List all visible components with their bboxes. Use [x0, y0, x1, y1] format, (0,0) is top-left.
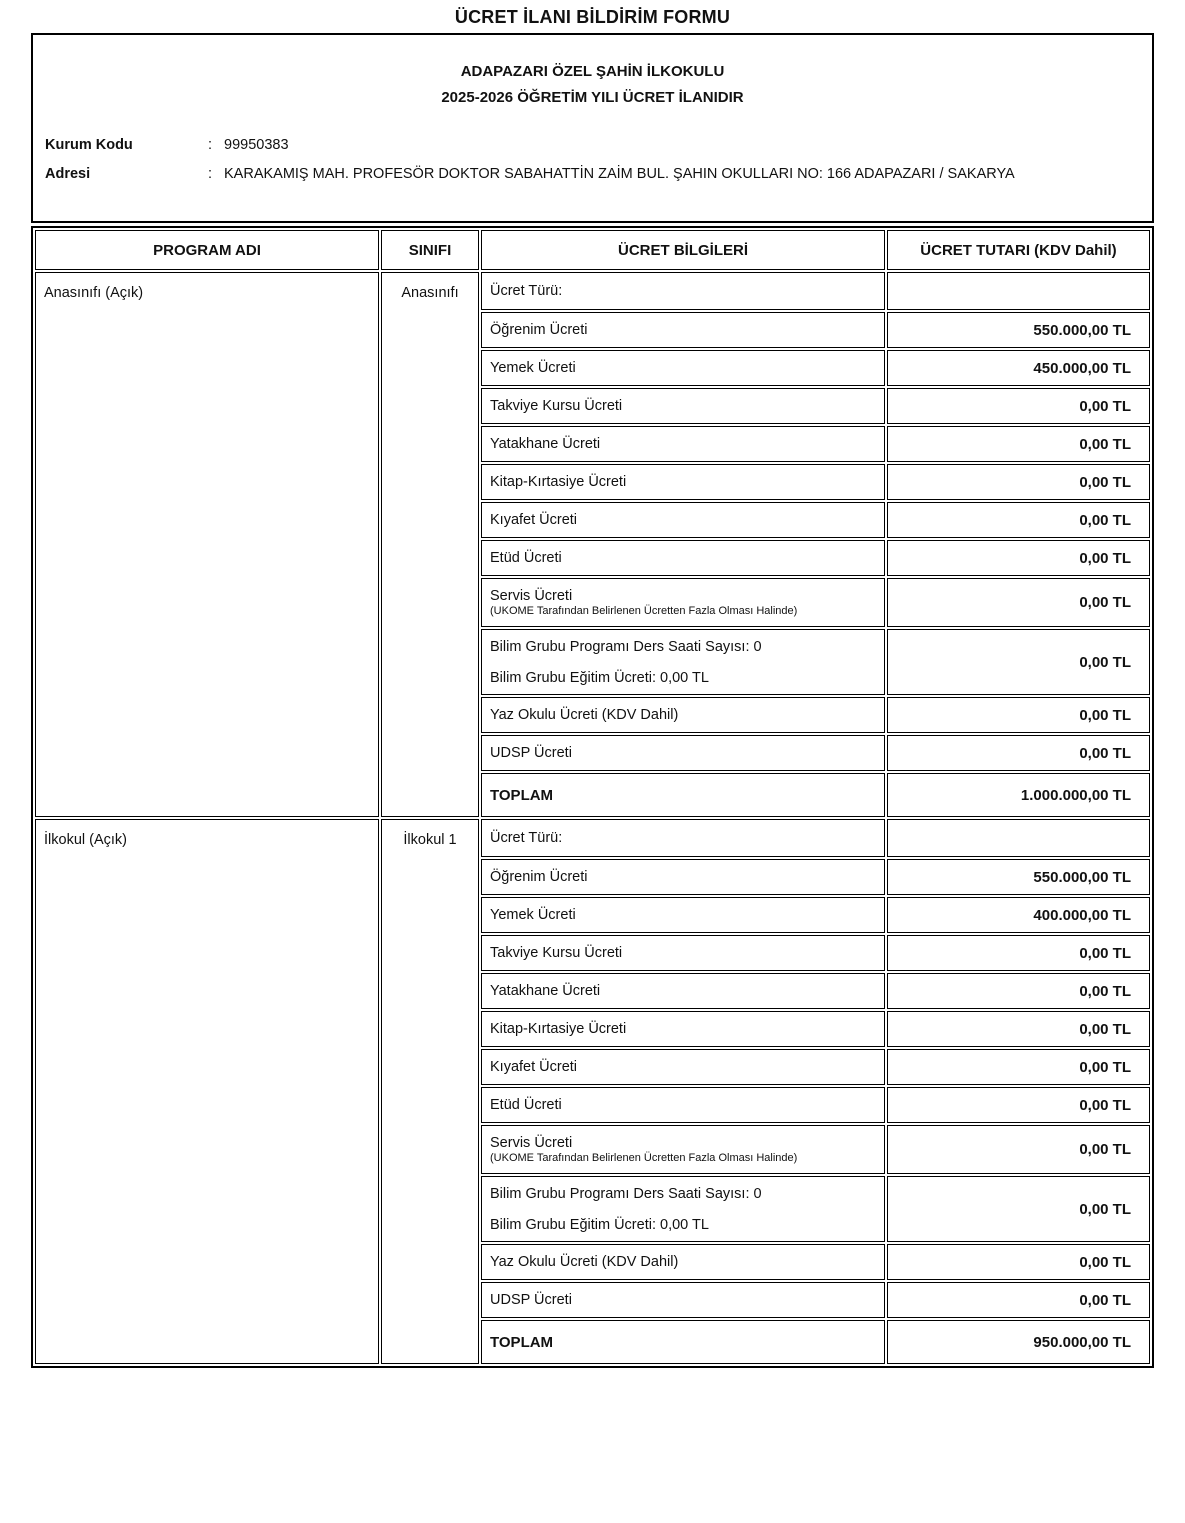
fee-label-cell: [481, 426, 885, 462]
fee-label-cell: [481, 272, 885, 310]
school-info-box: [31, 33, 1154, 223]
fee-amount-cell: 0,00 TL: [887, 935, 1150, 971]
fee-label-text: Kitap-Kırtasiye Ücreti: [490, 474, 627, 490]
fee-label-cell: [481, 819, 885, 857]
fee-label-text: Kitap-Kırtasiye Ücreti: [490, 1021, 627, 1037]
announcement-title: 2025-2026 ÖĞRETİM YILI ÜCRET İLANIDIR: [441, 89, 744, 106]
kurum-kodu-separator: :: [208, 137, 213, 153]
fee-label-cell: [481, 1049, 885, 1085]
fee-announcement-form: [0, 7, 1185, 1368]
fee-label-cell: [481, 1320, 885, 1364]
fee-amount-cell: 0,00 TL: [887, 1011, 1150, 1047]
fee-label-cell: [481, 773, 885, 817]
fee-label-line2: Bilim Grubu Eğitim Ücreti: 0,00 TL: [490, 1216, 709, 1233]
fee-label-cell: [481, 312, 885, 348]
fee-label-text: Yaz Okulu Ücreti (KDV Dahil): [490, 1254, 679, 1270]
fee-amount-cell: [887, 819, 1150, 857]
col-header-program-adi: PROGRAM ADI: [35, 230, 379, 270]
fee-label-cell: [481, 540, 885, 576]
fee-amount-cell: 550.000,00 TL: [887, 312, 1150, 348]
fee-label-cell: [481, 1282, 885, 1318]
class-name-cell: İlkokul 1: [381, 819, 479, 1364]
fee-amount-cell: 0,00 TL: [887, 578, 1150, 627]
fee-label-text: Öğrenim Ücreti: [490, 322, 588, 338]
fee-amount-cell: 0,00 TL: [887, 735, 1150, 771]
form-title: ÜCRET İLANI BİLDİRİM FORMU: [454, 7, 731, 27]
fee-label-text: UDSP Ücreti: [490, 745, 572, 761]
fee-label-cell: [481, 464, 885, 500]
fee-label-cell: [481, 859, 885, 895]
fee-label-text: Kıyafet Ücreti: [490, 512, 578, 528]
fee-label-text: Yemek Ücreti: [490, 907, 576, 923]
fee-label-text: Yemek Ücreti: [490, 360, 576, 376]
fee-label-cell: [481, 350, 885, 386]
table-header-row: [35, 230, 1150, 270]
fee-label-line1: Bilim Grubu Programı Ders Saati Sayısı: 0: [490, 1185, 762, 1202]
adresi-label: Adresi: [45, 166, 91, 182]
fee-amount-cell: 0,00 TL: [887, 426, 1150, 462]
fee-label-line1: Bilim Grubu Programı Ders Saati Sayısı: 0: [490, 638, 762, 655]
fee-amount-cell: 550.000,00 TL: [887, 859, 1150, 895]
fee-label-text: Yatakhane Ücreti: [490, 436, 601, 452]
fee-amount-cell: 0,00 TL: [887, 502, 1150, 538]
fee-label-text: Yaz Okulu Ücreti (KDV Dahil): [490, 707, 679, 723]
fee-label-cell: [481, 1087, 885, 1123]
col-header-sinifi: SINIFI: [381, 230, 479, 270]
fee-amount-cell: 0,00 TL: [887, 629, 1150, 695]
fee-label-cell: [481, 629, 885, 695]
fee-label-text: Servis Ücreti: [490, 588, 573, 604]
fee-amount-cell: 0,00 TL: [887, 697, 1150, 733]
fee-label-cell: [481, 697, 885, 733]
fee-amount-cell: 400.000,00 TL: [887, 897, 1150, 933]
fee-label-text: Etüd Ücreti: [490, 1097, 562, 1113]
fee-label-note: (UKOME Tarafından Belirlenen Ücretten Fazla Olması Halinde): [490, 1152, 798, 1164]
fee-amount-cell: 0,00 TL: [887, 1125, 1150, 1174]
fee-label-cell: [481, 973, 885, 1009]
fee-label-text: Kıyafet Ücreti: [490, 1059, 578, 1075]
fee-label-note: (UKOME Tarafından Belirlenen Ücretten Fazla Olması Halinde): [490, 605, 798, 617]
fee-label-cell: [481, 502, 885, 538]
col-header-ucret-tutari: ÜCRET TUTARI (KDV Dahil): [887, 230, 1150, 270]
fee-amount-cell: 950.000,00 TL: [887, 1320, 1150, 1364]
fee-table: [31, 226, 1154, 1368]
school-name: ADAPAZARI ÖZEL ŞAHİN İLKOKULU: [460, 63, 725, 80]
fee-amount-cell: [887, 272, 1150, 310]
fee-amount-cell: 0,00 TL: [887, 1244, 1150, 1280]
fee-label-line2: Bilim Grubu Eğitim Ücreti: 0,00 TL: [490, 669, 709, 686]
fee-label-text: Etüd Ücreti: [490, 550, 562, 566]
fee-label-text: Öğrenim Ücreti: [490, 869, 588, 885]
fee-label-cell: [481, 735, 885, 771]
fee-row: [35, 819, 1150, 857]
field-adresi: [33, 160, 1152, 189]
fee-amount-cell: 0,00 TL: [887, 973, 1150, 1009]
field-kurum-kodu: [33, 131, 1152, 160]
adresi-value: KARAKAMIŞ MAH. PROFESÖR DOKTOR SABAHATTİN ZAİM BUL. ŞAHIN OKULLARI NO: 166 ADAPAZARI / SAKARYA: [224, 166, 1015, 182]
fee-label-text: Takviye Kursu Ücreti: [490, 398, 623, 414]
fee-amount-cell: 0,00 TL: [887, 1049, 1150, 1085]
fee-label-cell: [481, 1125, 885, 1174]
fee-amount-cell: 0,00 TL: [887, 1087, 1150, 1123]
program-name-cell: İlkokul (Açık): [35, 819, 379, 1364]
fee-row: [35, 272, 1150, 310]
fee-label-cell: [481, 897, 885, 933]
fee-amount-cell: 0,00 TL: [887, 388, 1150, 424]
fee-label-text: UDSP Ücreti: [490, 1292, 572, 1308]
fee-label-text: Servis Ücreti: [490, 1135, 573, 1151]
fee-label-cell: [481, 1176, 885, 1242]
col-header-ucret-bilgileri: ÜCRET BİLGİLERİ: [481, 230, 885, 270]
fee-label-cell: [481, 578, 885, 627]
fee-amount-cell: 1.000.000,00 TL: [887, 773, 1150, 817]
fee-label-text: TOPLAM: [490, 786, 554, 804]
kurum-kodu-value: 99950383: [224, 137, 289, 153]
fee-amount-cell: 0,00 TL: [887, 1282, 1150, 1318]
fee-label-text: Ücret Türü:: [490, 830, 563, 846]
kurum-kodu-label: Kurum Kodu: [45, 137, 133, 153]
fee-label-cell: [481, 1011, 885, 1047]
fee-label-cell: [481, 935, 885, 971]
fee-label-text: Yatakhane Ücreti: [490, 983, 601, 999]
fee-amount-cell: 0,00 TL: [887, 540, 1150, 576]
fee-label-text: Ücret Türü:: [490, 283, 563, 299]
class-name-cell: Anasınıfı: [381, 272, 479, 817]
program-name-cell: Anasınıfı (Açık): [35, 272, 379, 817]
adresi-separator: :: [208, 166, 213, 182]
school-info-fields: [33, 131, 1152, 189]
fee-amount-cell: 0,00 TL: [887, 1176, 1150, 1242]
fee-amount-cell: 450.000,00 TL: [887, 350, 1150, 386]
fee-label-cell: [481, 388, 885, 424]
fee-label-text: Takviye Kursu Ücreti: [490, 945, 623, 961]
fee-label-text: TOPLAM: [490, 1333, 554, 1351]
fee-amount-cell: 0,00 TL: [887, 464, 1150, 500]
fee-label-cell: [481, 1244, 885, 1280]
